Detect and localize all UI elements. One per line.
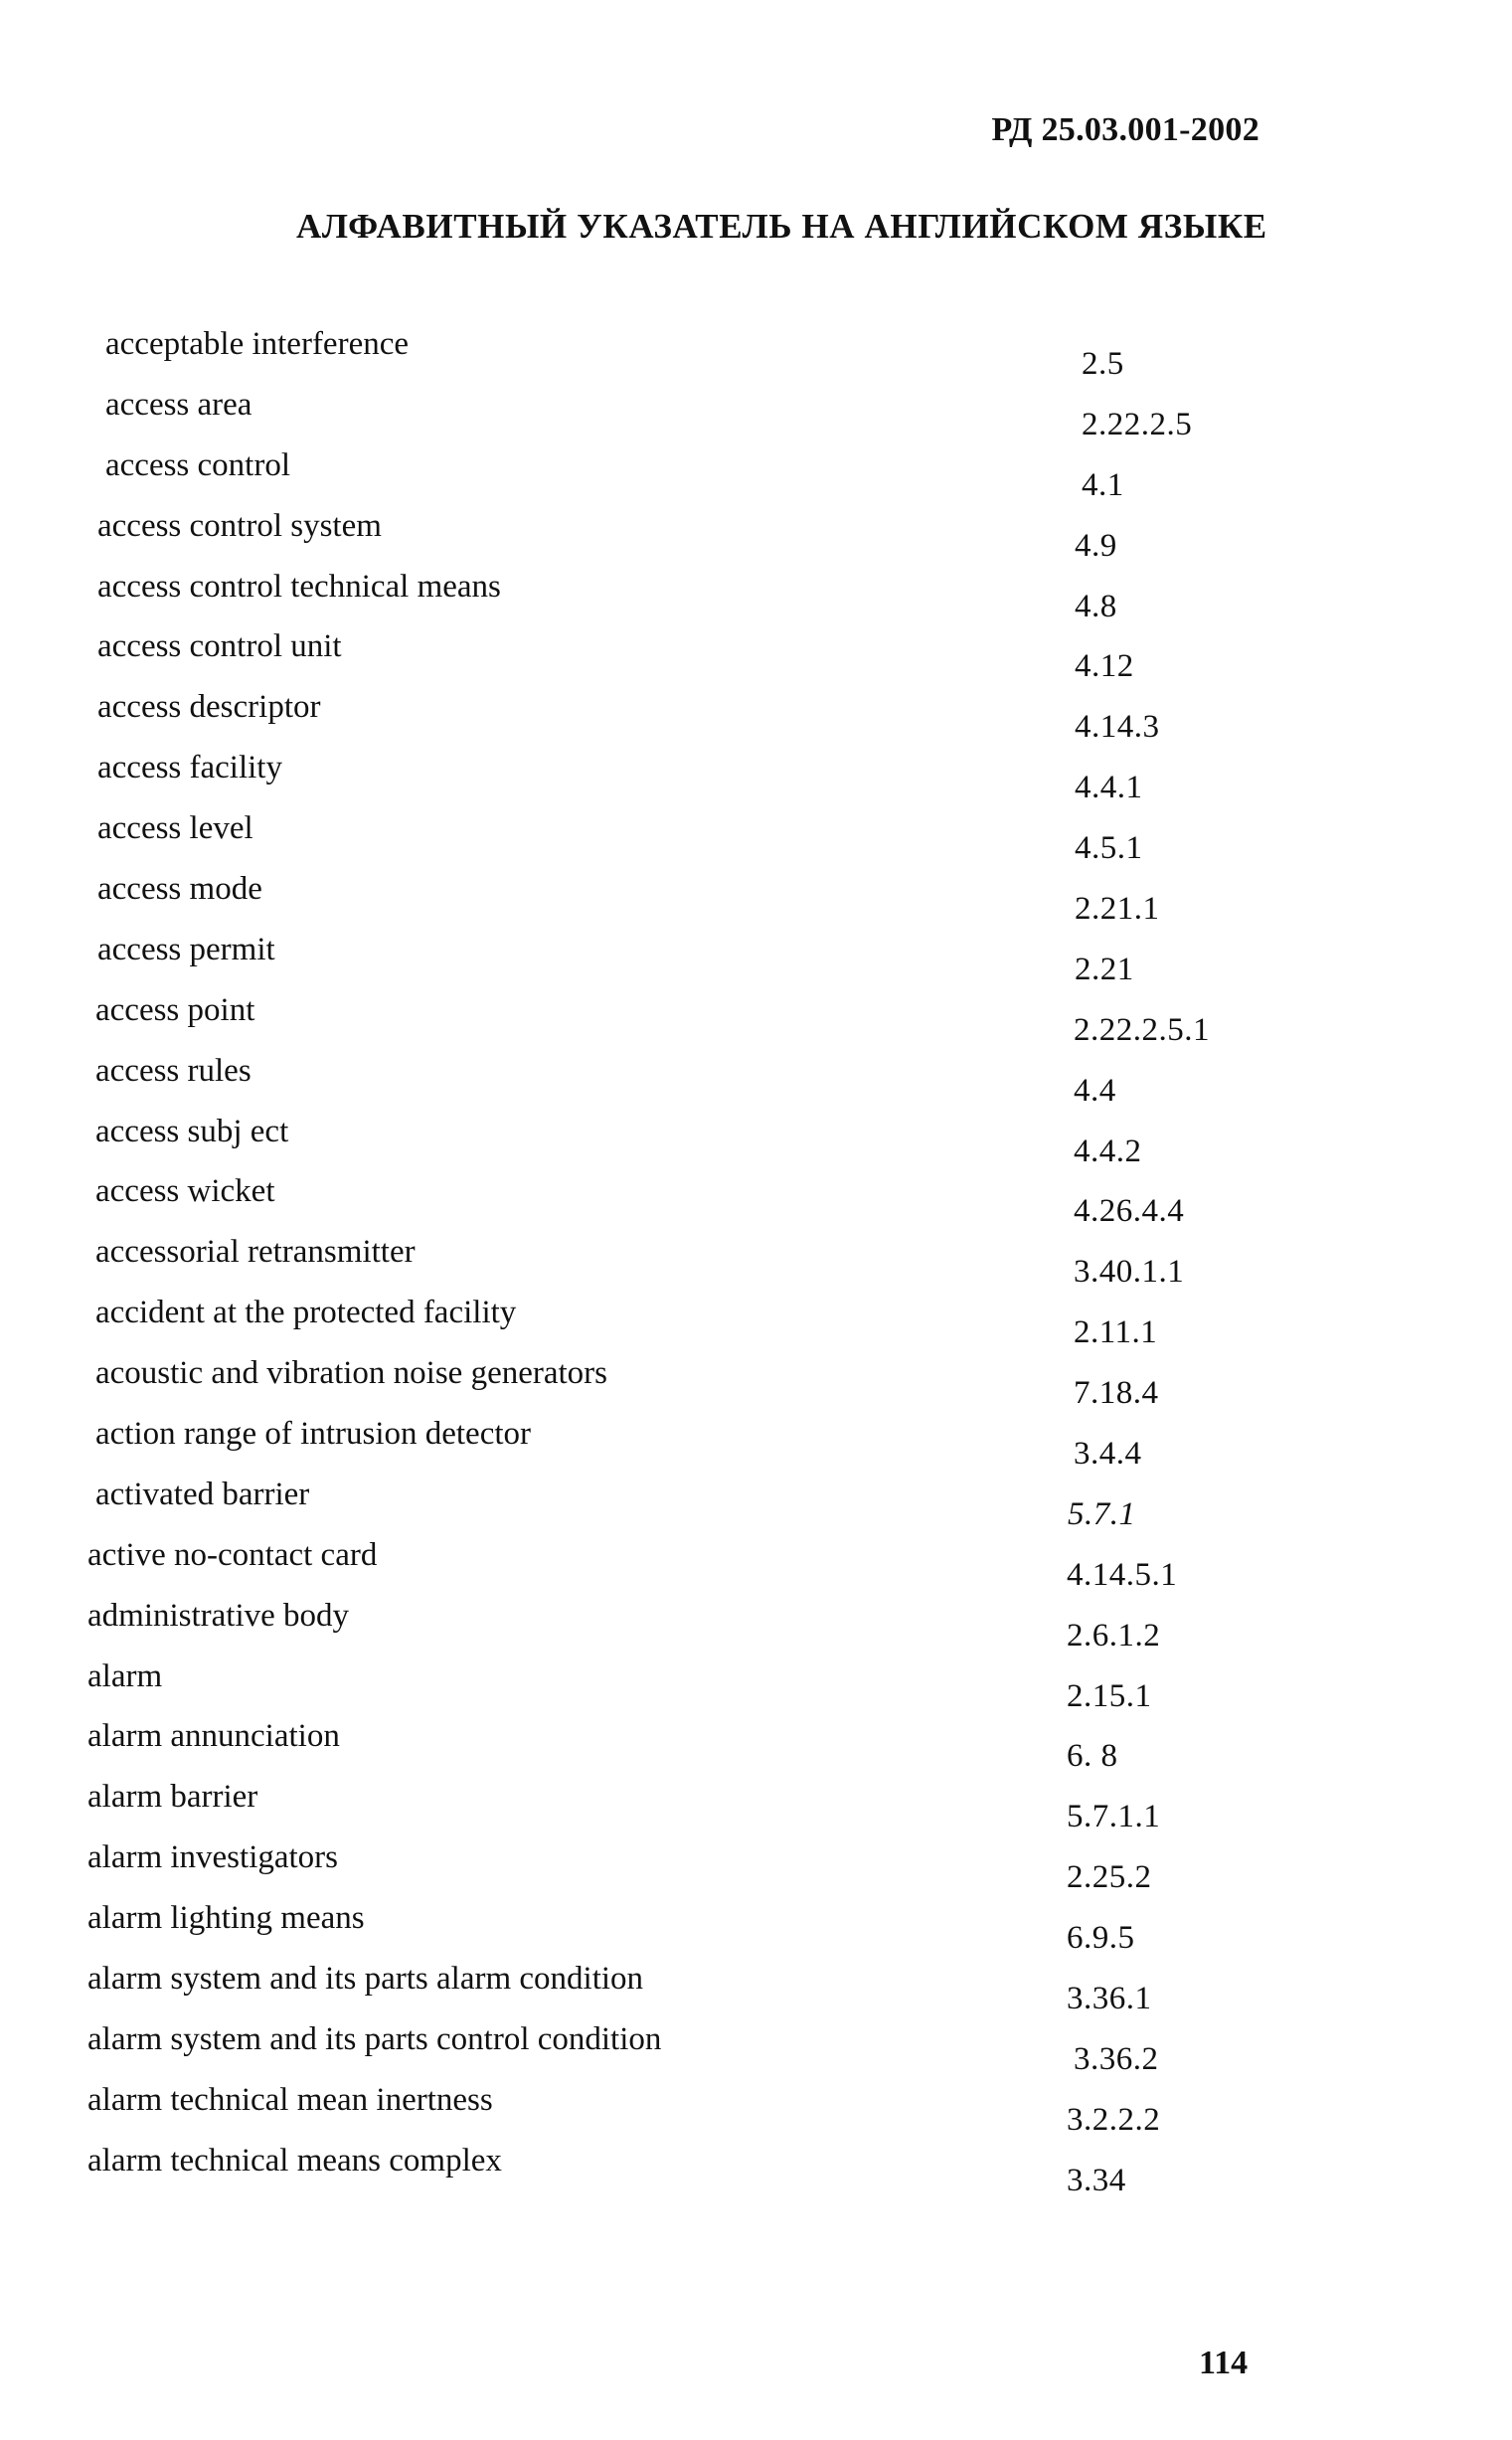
index-reference: 2.22.2.5.1: [1074, 1011, 1210, 1048]
index-row: [0, 508, 1512, 569]
index-term: access subj ect: [95, 1113, 289, 1149]
index-row: [0, 1355, 1512, 1416]
index-reference: 7.18.4: [1074, 1375, 1159, 1412]
index-row: [0, 569, 1512, 629]
index-reference: 3.2.2.2: [1067, 2101, 1161, 2138]
index-row: [0, 750, 1512, 810]
alphabetical-index: [0, 326, 1512, 2203]
index-reference: 5.7.1.1: [1067, 1799, 1161, 1835]
index-term: acoustic and vibration noise generators: [95, 1355, 607, 1392]
index-reference: 4.4.1: [1075, 770, 1143, 806]
index-reference: 4.4: [1074, 1072, 1116, 1109]
index-row: [0, 932, 1512, 992]
index-row: [0, 871, 1512, 932]
index-row: [0, 447, 1512, 508]
index-reference: 4.8: [1075, 588, 1117, 624]
index-reference: 2.21.1: [1075, 891, 1160, 928]
index-reference: 4.4.2: [1074, 1133, 1142, 1169]
index-reference: 2.6.1.2: [1067, 1617, 1161, 1654]
index-term: alarm investigators: [87, 1839, 339, 1876]
index-term: alarm lighting means: [87, 1900, 365, 1937]
document-code: РД 25.03.001-2002: [991, 111, 1260, 148]
index-row: [0, 326, 1512, 387]
index-row: [0, 1537, 1512, 1598]
index-reference: 4.1: [1082, 466, 1124, 503]
index-term: alarm: [87, 1657, 163, 1694]
index-row: [0, 1234, 1512, 1295]
index-term: acceptable interference: [105, 326, 410, 362]
index-row: [0, 1295, 1512, 1355]
index-term: alarm annunciation: [87, 1718, 340, 1755]
index-reference: 4.12: [1075, 648, 1134, 685]
index-row: [0, 1900, 1512, 1961]
index-row: [0, 1839, 1512, 1900]
index-term: access control system: [97, 507, 382, 544]
index-reference: 6.9.5: [1067, 1920, 1135, 1957]
index-term: access facility: [97, 750, 282, 786]
index-term: access point: [95, 991, 255, 1028]
index-row: [0, 1598, 1512, 1658]
index-term: access rules: [95, 1052, 252, 1089]
index-row: [0, 1961, 1512, 2021]
index-reference: 2.15.1: [1067, 1677, 1152, 1714]
index-term: access descriptor: [97, 689, 321, 726]
index-reference: 4.26.4.4: [1074, 1193, 1185, 1230]
index-reference: 2.25.2: [1067, 1859, 1152, 1896]
index-reference: 5.7.1: [1068, 1495, 1136, 1532]
index-row: [0, 1416, 1512, 1477]
index-reference: 2.22.2.5: [1082, 406, 1193, 442]
index-row: [0, 387, 1512, 447]
index-term: accessorial retransmitter: [95, 1234, 416, 1271]
index-term: alarm system and its parts alarm condition: [87, 1961, 644, 1998]
index-row: [0, 810, 1512, 871]
index-term: access control technical means: [97, 568, 501, 605]
page-number: 114: [1199, 2345, 1249, 2381]
index-reference: 2.5: [1082, 346, 1124, 382]
index-term: access mode: [97, 871, 262, 908]
index-row: [0, 2082, 1512, 2143]
index-row: [0, 1477, 1512, 1537]
index-term: alarm barrier: [87, 1779, 258, 1816]
index-term: access control: [105, 446, 290, 483]
page-title: АЛФАВИТНЫЙ УКАЗАТЕЛЬ НА АНГЛИЙСКОМ ЯЗЫКЕ: [296, 207, 1267, 246]
index-term: access level: [97, 810, 253, 847]
index-reference: 3.36.2: [1074, 2040, 1159, 2077]
index-reference: 2.21: [1075, 951, 1134, 987]
index-reference: 4.14.5.1: [1067, 1556, 1178, 1593]
index-row: [0, 1053, 1512, 1114]
index-row: [0, 1779, 1512, 1839]
index-reference: 2.11.1: [1074, 1314, 1158, 1351]
index-row: [0, 1658, 1512, 1719]
index-term: access wicket: [95, 1173, 275, 1210]
index-row: [0, 2143, 1512, 2203]
index-reference: 4.5.1: [1075, 830, 1143, 867]
index-reference: 4.14.3: [1075, 709, 1160, 746]
index-term: access area: [105, 386, 252, 423]
index-term: access permit: [97, 931, 275, 967]
index-row: [0, 1173, 1512, 1234]
index-term: accident at the protected facility: [95, 1295, 517, 1331]
index-row: [0, 689, 1512, 750]
index-row: [0, 992, 1512, 1053]
index-term: active no-contact card: [87, 1536, 378, 1573]
index-reference: 4.9: [1075, 527, 1117, 564]
index-row: [0, 628, 1512, 689]
index-reference: 3.36.1: [1067, 1981, 1152, 2017]
index-term: alarm technical mean inertness: [87, 2081, 493, 2118]
index-reference: 3.4.4: [1074, 1436, 1142, 1473]
index-term: access control unit: [97, 628, 342, 665]
index-reference: 6. 8: [1067, 1738, 1118, 1775]
index-row: [0, 1718, 1512, 1779]
index-row: [0, 2021, 1512, 2082]
index-row: [0, 1114, 1512, 1174]
index-term: alarm technical means complex: [87, 2142, 502, 2179]
index-reference: 3.34: [1067, 2162, 1126, 2198]
index-term: alarm system and its parts control condition: [87, 2020, 662, 2057]
index-reference: 3.40.1.1: [1074, 1254, 1185, 1291]
index-term: action range of intrusion detector: [95, 1416, 532, 1453]
index-term: activated barrier: [95, 1476, 310, 1512]
index-term: administrative body: [87, 1597, 350, 1634]
